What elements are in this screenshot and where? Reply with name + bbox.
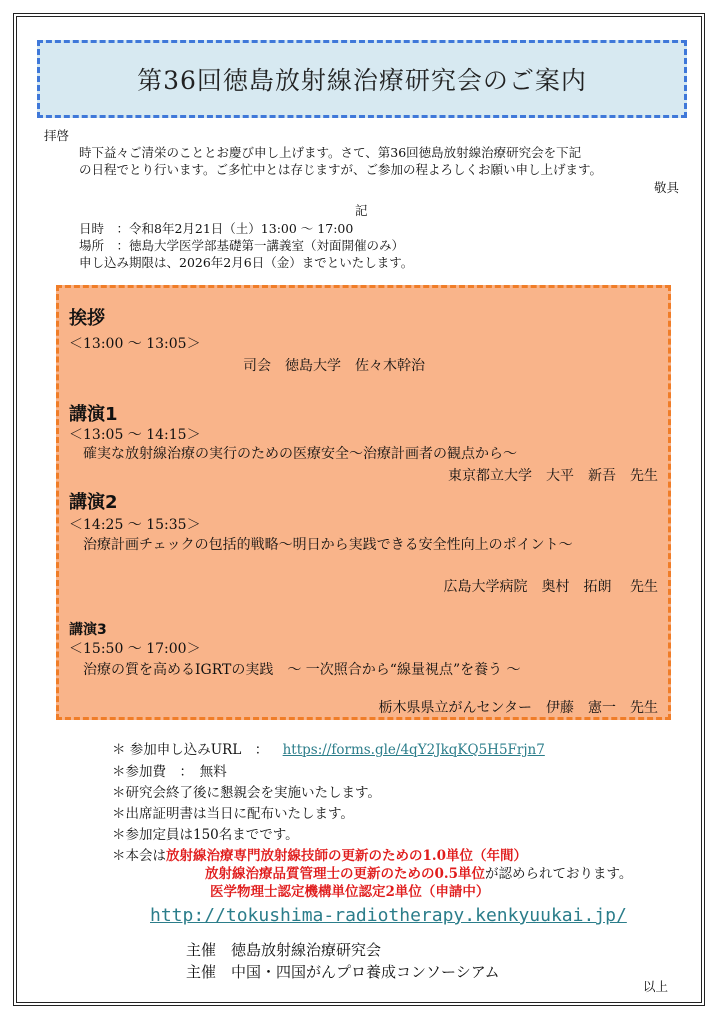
program-box [56, 285, 671, 720]
lecture2-time: ＜14:25 ～ 15:35＞ [69, 517, 201, 533]
greeting-opening: 拝啓 [44, 128, 70, 143]
organizer-1: 主催 徳島放射線治療研究会 [186, 941, 382, 959]
registration-row [112, 738, 545, 758]
credit-1: 放射線治療専門放射線技師の更新のための1.0単位（年間） [166, 848, 527, 864]
registration-url-label: ＊ 参加申し込みURL ： [112, 742, 269, 758]
website-link[interactable]: http://tokushima-radiotherapy.kenkyuukai.jp/ [150, 905, 627, 926]
credit-prefix: ＊本会は [112, 848, 166, 864]
title-banner [37, 40, 687, 118]
credit-2-suffix: が認められております。 [485, 866, 633, 882]
page-title: 第36回徳島放射線治療研究会のご案内 [137, 66, 587, 95]
credit-row-2 [205, 862, 632, 882]
lecture1-topic: 確実な放射線治療の実行のための医療安全～治療計画者の観点から～ [83, 446, 517, 462]
registration-deadline: 申し込み期限は、2026年2月6日（金）までといたします。 [79, 255, 414, 270]
greeting-heading: 挨拶 [69, 308, 105, 329]
party-note: ＊研究会終了後に懇親会を実施いたします。 [112, 785, 381, 801]
greeting-chair: 司会 徳島大学 佐々木幹治 [243, 358, 425, 374]
lecture3-speaker: 栃木県県立がんセンター 伊藤 憲一 先生 [378, 700, 658, 716]
lecture2-topic: 治療計画チェックの包括的戦略～明日から実践できる安全性向上のポイント～ [83, 537, 573, 553]
capacity-note: ＊参加定員は150名までです。 [112, 827, 299, 843]
event-datetime: 日時 ：令和8年2月21日（土）13:00 ～ 17:00 [79, 221, 354, 236]
closing-end: 以上 [643, 979, 669, 994]
lecture2-speaker: 広島大学病院 奥村 拓朗 先生 [443, 579, 658, 595]
lecture3-topic: 治療の質を高めるIGRTの実践 ～ 一次照合から“線量視点”を養う ～ [83, 662, 521, 678]
lecture3-time: ＜15:50 ～ 17:00＞ [69, 641, 201, 657]
greeting-line-2: の日程でとり行います。ご多忙中とは存じますが、ご参加の程よろしくお願い申し上げます。 [79, 162, 603, 177]
event-place: 場所 ：徳島大学医学部基礎第一講義室（対面開催のみ） [79, 238, 405, 253]
lecture1-heading: 講演1 [69, 404, 118, 425]
ki-marker: 記 [355, 203, 368, 218]
credit-row-1 [112, 844, 527, 864]
credit-3: 医学物理士認定機構単位認定2単位（申請中） [210, 884, 490, 900]
lecture2-heading: 講演2 [69, 492, 118, 513]
certificate-note: ＊出席証明書は当日に配布いたします。 [112, 806, 354, 822]
fee-note: ＊参加費 ： 無料 [112, 764, 227, 780]
credit-2: 放射線治療品質管理士の更新のための0.5単位 [205, 866, 485, 882]
organizer-2: 主催 中国・四国がんプロ養成コンソーシアム [186, 963, 500, 981]
registration-url-link[interactable]: https://forms.gle/4qY2JkqKQ5H5Frjn7 [282, 742, 545, 758]
greeting-line-1: 時下益々ご清栄のこととお慶び申し上げます。さて、第36回徳島放射線治療研究会を下記 [79, 145, 582, 160]
greeting-time: ＜13:00 ～ 13:05＞ [69, 336, 201, 352]
lecture1-speaker: 東京都立大学 大平 新吾 先生 [448, 468, 658, 484]
lecture3-heading: 講演3 [69, 622, 107, 638]
greeting-closing: 敬具 [654, 180, 680, 195]
lecture1-time: ＜13:05 ～ 14:15＞ [69, 427, 201, 443]
